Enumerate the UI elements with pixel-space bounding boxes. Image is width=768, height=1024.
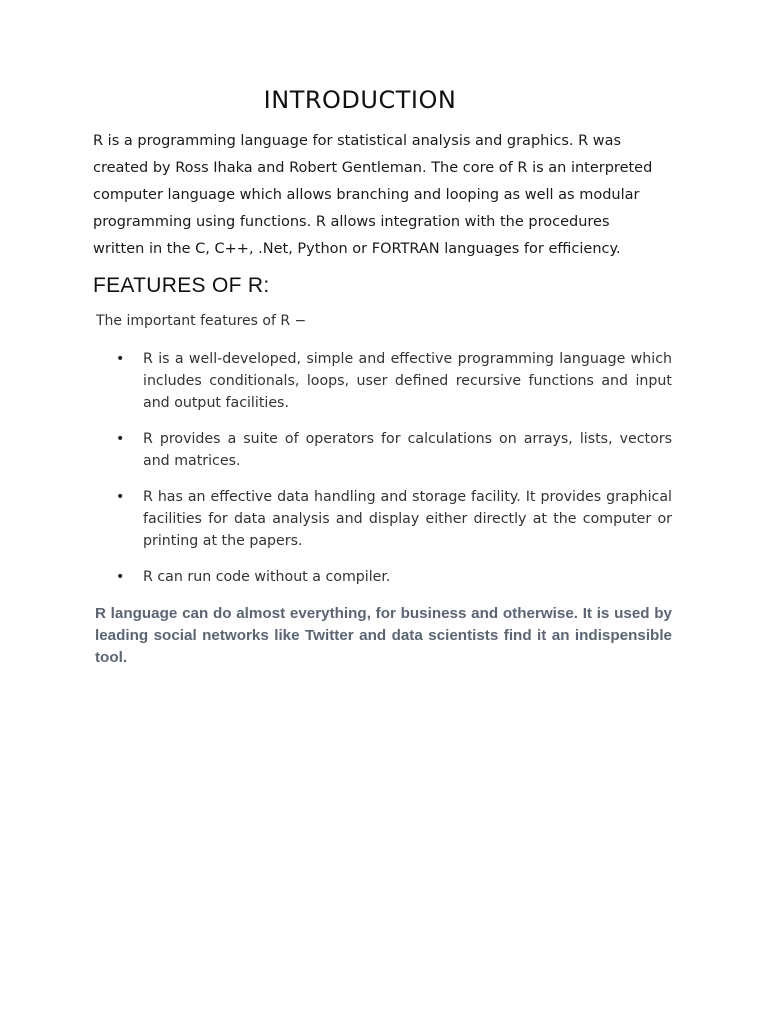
bullet-icon: •	[116, 569, 125, 585]
feature-text: R provides a suite of operators for calculations on arrays, lists, vectors and matrices.	[143, 431, 672, 469]
list-item	[110, 428, 672, 472]
feature-list	[110, 348, 672, 602]
feature-text: R is a well-developed, simple and effective programming language which includes conditionals, loops, user defined recursive functions and input and output facilities.	[143, 351, 672, 411]
features-intro: The important features of R −	[96, 313, 307, 329]
list-item	[110, 486, 672, 552]
closing-paragraph: R language can do almost everything, for business and otherwise. It is used by leading social networks like Twitter and data scientists find it an indispensible tool.	[95, 605, 672, 666]
feature-text: R has an effective data handling and storage facility. It provides graphical facilities for data analysis and display either directly at the computer or printing at the papers.	[143, 489, 672, 549]
intro-paragraph: R is a programming language for statistical analysis and graphics. R was created by Ross Ihaka and Robert Gentleman. The core of R is an interpreted computer language which allows branching and looping as well as modular programming using functions. R allows integration with the procedures written in the C, C++, .Net, Python or FORTRAN languages for efficiency.	[93, 133, 653, 257]
list-item	[110, 566, 672, 588]
page-title: INTRODUCTION	[263, 86, 457, 114]
features-heading: FEATURES OF R:	[93, 274, 270, 297]
bullet-icon: •	[116, 489, 125, 505]
bullet-icon: •	[116, 431, 125, 447]
feature-text: R can run code without a compiler.	[143, 569, 391, 585]
bullet-icon: •	[116, 351, 125, 367]
list-item	[110, 348, 672, 414]
